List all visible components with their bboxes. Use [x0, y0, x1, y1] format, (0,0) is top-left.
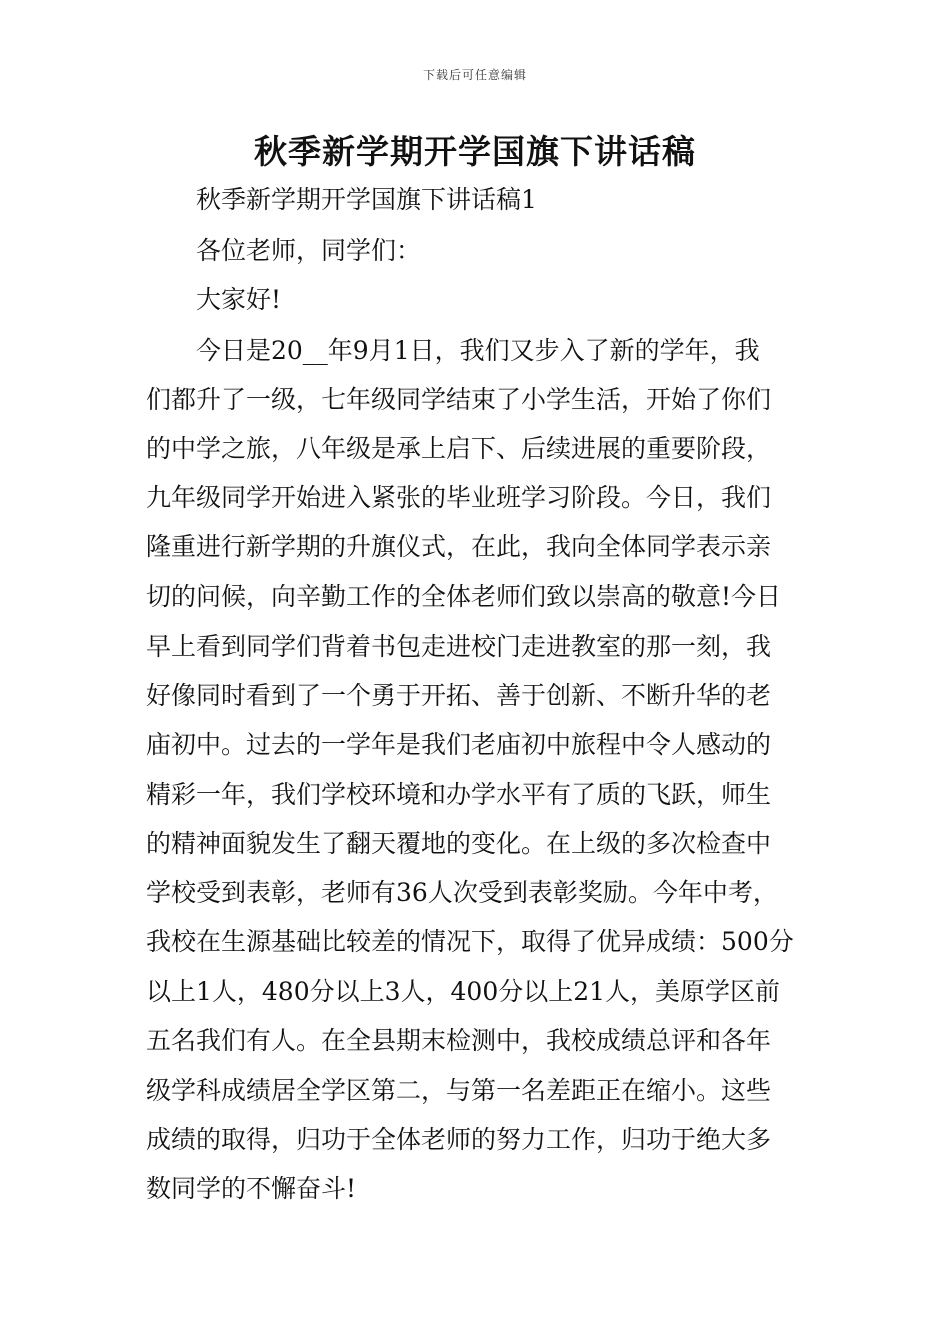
paragraph-line: 好像同时看到了一个勇于开拓、善于创新、不断升华的老 — [146, 681, 772, 710]
paragraph-line: 们都升了一级，七年级同学结束了小学生活，开始了你们 — [146, 385, 772, 414]
header-note: 下载后可任意编辑 — [422, 68, 527, 82]
paragraph-line: 学校受到表彰，老师有36人次受到表彰奖励。今年中考， — [146, 878, 778, 907]
paragraph-line: 精彩一年，我们学校环境和办学水平有了质的飞跃，师生 — [146, 780, 772, 809]
paragraph-line: 级学科成绩居全学区第二，与第一名差距正在缩小。这些 — [146, 1076, 772, 1105]
paragraph-line: 隆重进行新学期的升旗仪式，在此，我向全体同学表示亲 — [146, 532, 772, 561]
paragraph-line: 九年级同学开始进入紧张的毕业班学习阶段。今日，我们 — [146, 483, 772, 512]
paragraph-line: 庙初中。过去的一学年是我们老庙初中旅程中令人感动的 — [146, 730, 772, 759]
subtitle: 秋季新学期开学国旗下讲话稿1 — [196, 185, 537, 214]
paragraph-line: 切的问候，向辛勤工作的全体老师们致以崇高的敬意!今日 — [146, 582, 782, 611]
greeting: 大家好! — [196, 285, 282, 314]
paragraph-line: 的中学之旅，八年级是承上启下、后续进展的重要阶段， — [146, 434, 772, 463]
paragraph-line: 以上1人，480分以上3人，400分以上21人，美原学区前 — [146, 977, 781, 1006]
paragraph-line: 成绩的取得，归功于全体老师的努力工作，归功于绝大多 — [146, 1125, 772, 1154]
salutation: 各位老师，同学们： — [196, 236, 422, 265]
paragraph-line: 今日是20__年9月1日，我们又步入了新的学年，我 — [196, 336, 760, 365]
paragraph-line: 五名我们有人。在全县期末检测中，我校成绩总评和各年 — [146, 1026, 772, 1055]
document-title: 秋季新学期开学国旗下讲话稿 — [254, 132, 696, 171]
paragraph-line: 数同学的不懈奋斗! — [146, 1174, 357, 1203]
paragraph-line: 我校在生源基础比较差的情况下，取得了优异成绩：500分 — [146, 927, 794, 956]
paragraph-line: 早上看到同学们背着书包走进校门走进教室的那一刻，我 — [146, 632, 772, 661]
paragraph-line: 的精神面貌发生了翻天覆地的变化。在上级的多次检查中 — [146, 829, 772, 858]
